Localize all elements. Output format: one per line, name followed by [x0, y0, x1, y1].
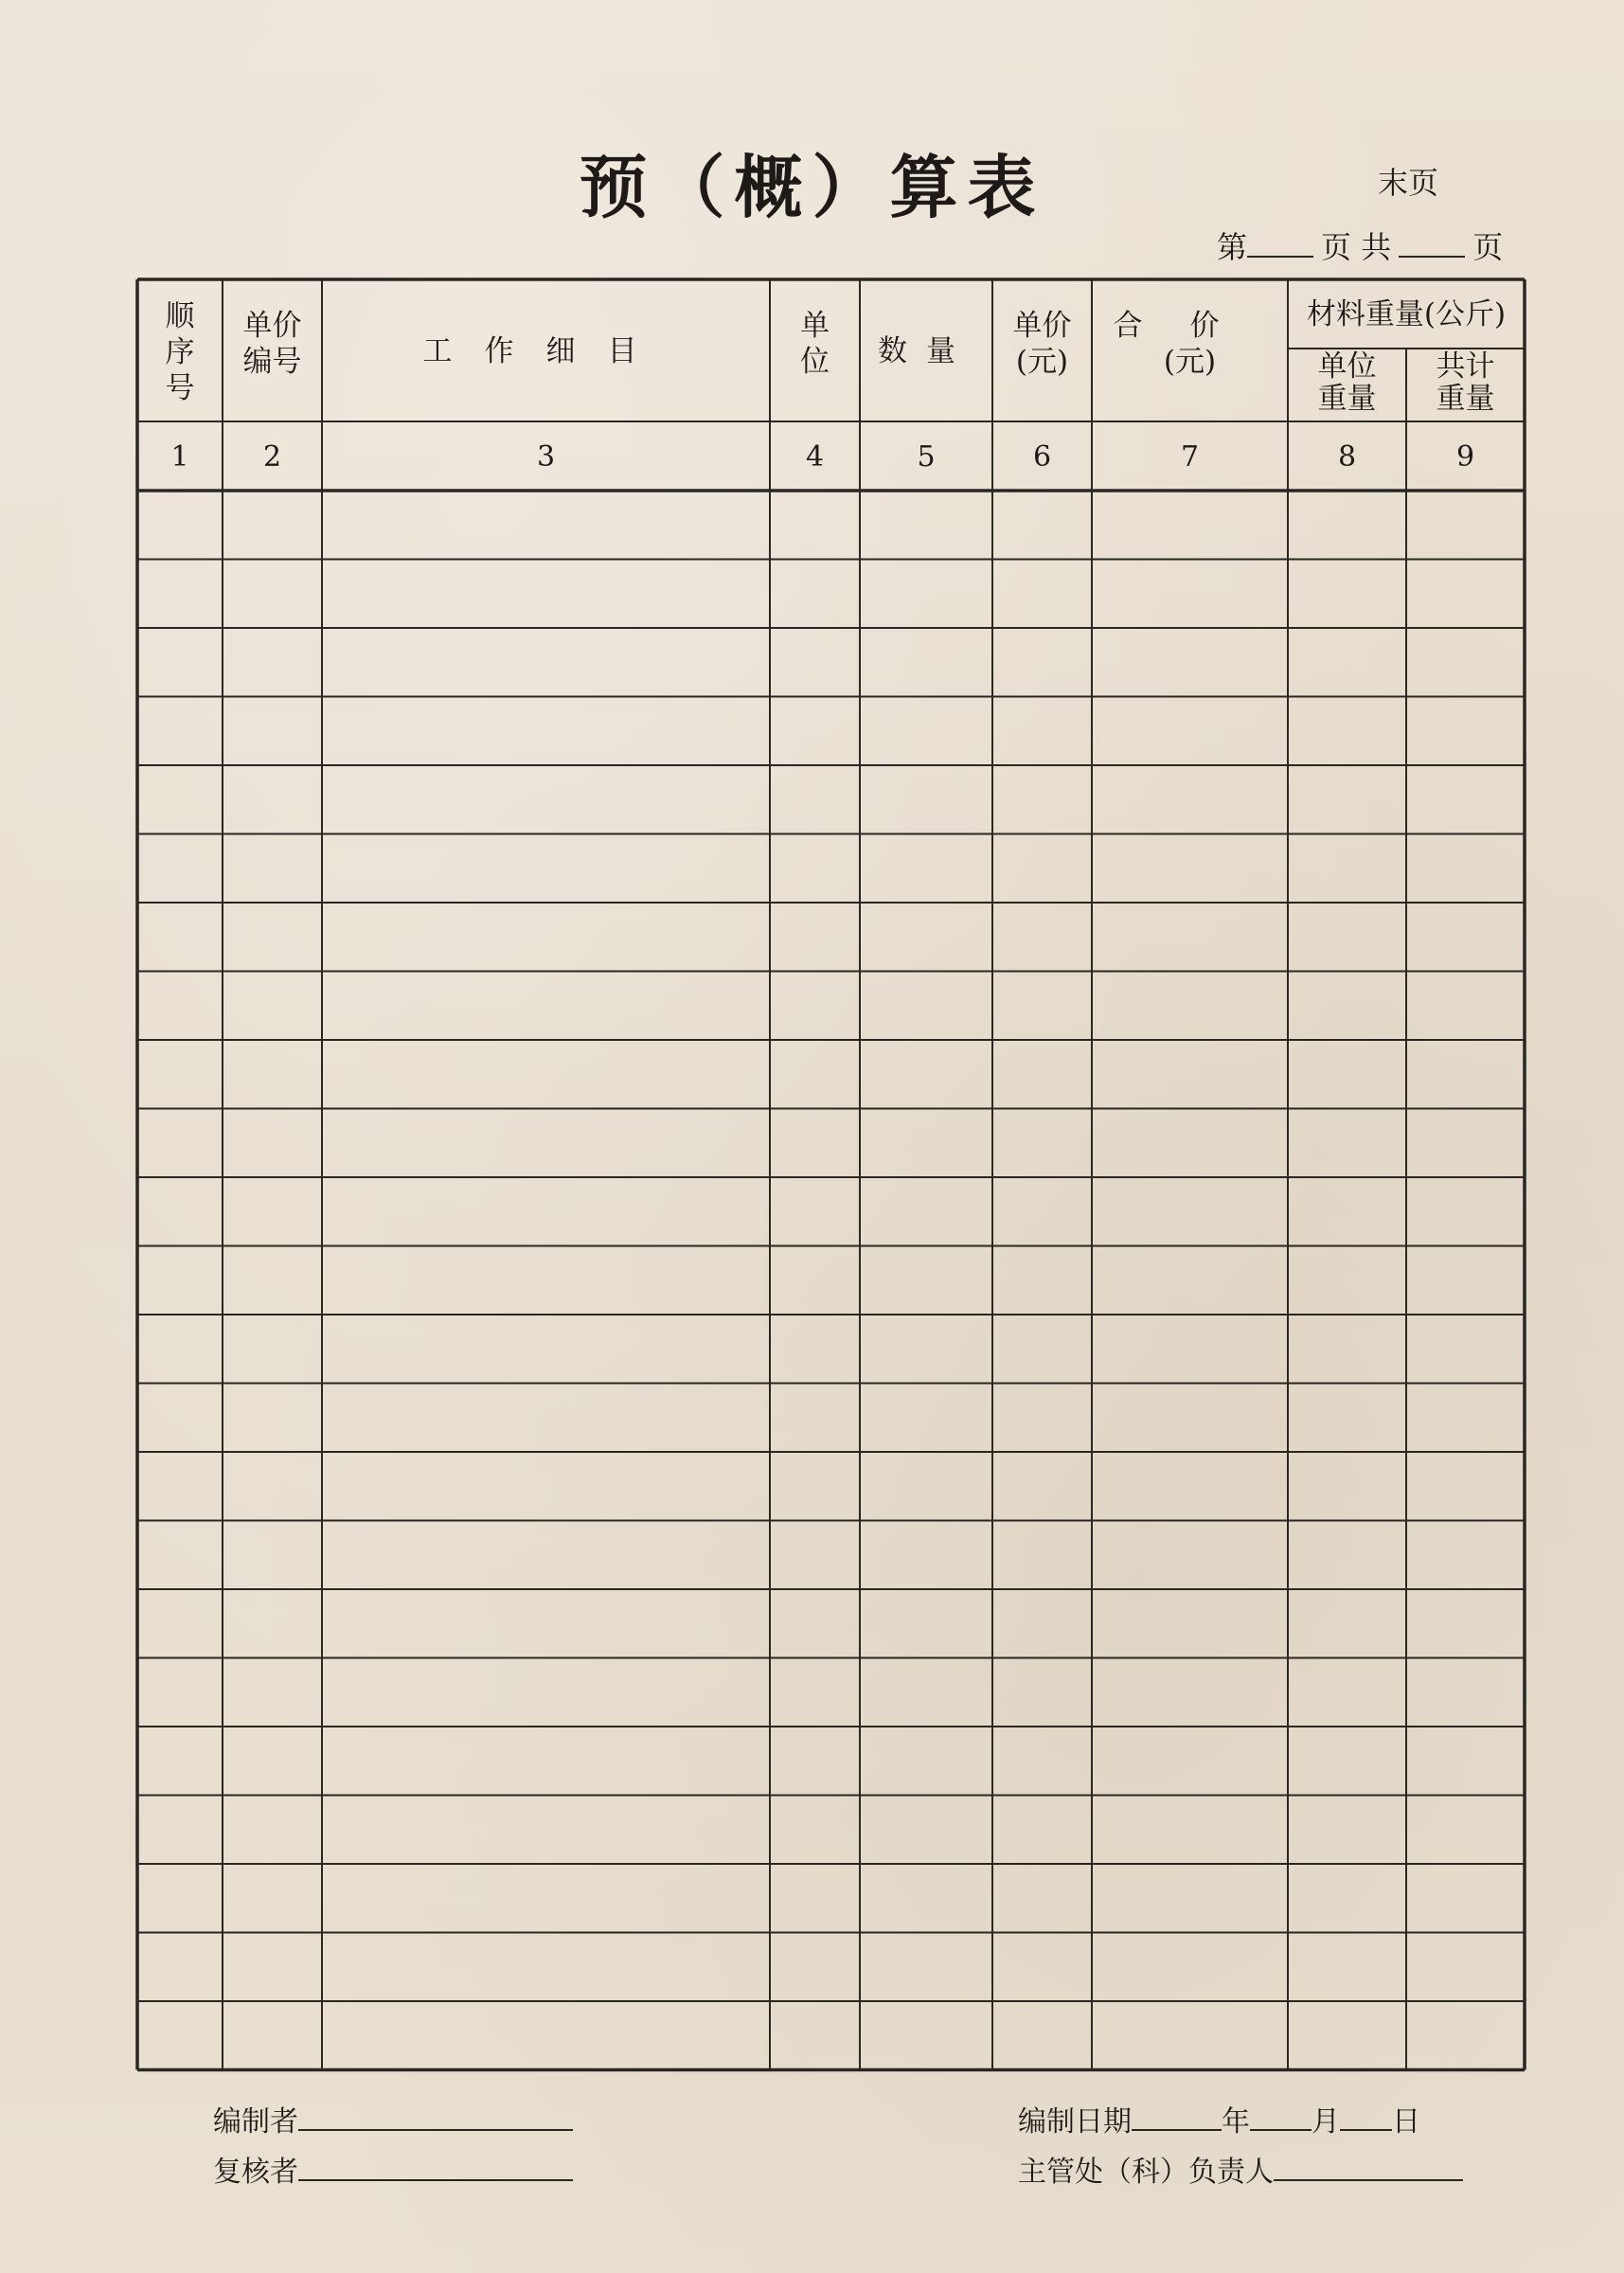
- col-number-6: 6: [1032, 440, 1052, 474]
- header-total-weight: 共计 重量: [1436, 349, 1495, 416]
- page-label-1: 第: [1217, 229, 1248, 265]
- day-label: 日: [1392, 2105, 1420, 2139]
- reviewer-label: 复核者: [213, 2156, 298, 2189]
- reviewer-field: [213, 2148, 573, 2190]
- compiler-blank[interactable]: [298, 2103, 573, 2131]
- compiler-field: [213, 2098, 573, 2139]
- supervisor-label: 主管处（科）负责人: [1018, 2156, 1274, 2189]
- col-number-8: 8: [1337, 440, 1357, 474]
- header-material-weight: 材料重量(公斤): [1306, 297, 1507, 331]
- supervisor-blank[interactable]: [1274, 2153, 1463, 2181]
- header-unit: 单 位: [800, 309, 830, 379]
- supervisor-field: [1018, 2148, 1463, 2190]
- header-unit-weight: 单位 重量: [1317, 349, 1377, 416]
- month-blank[interactable]: [1250, 2103, 1312, 2131]
- year-label: 年: [1222, 2105, 1250, 2139]
- last-page-label: 末页: [1378, 165, 1439, 201]
- page-label-2: 页 共: [1321, 229, 1392, 265]
- col-number-3: 3: [536, 440, 556, 474]
- date-label: 编制日期: [1018, 2105, 1132, 2139]
- header-quantity: 数量: [878, 334, 974, 368]
- page-title: 预（概）算表: [579, 147, 1045, 227]
- reviewer-blank[interactable]: [298, 2153, 573, 2181]
- header-price-code: 单价 编号: [242, 309, 302, 379]
- col-number-7: 7: [1180, 440, 1200, 474]
- header-work-item: 工作细目: [422, 334, 669, 368]
- col-number-5: 5: [917, 440, 936, 474]
- col-number-4: 4: [805, 440, 825, 474]
- header-seq-no: 顺 序 号: [165, 299, 195, 405]
- header-total-price: 合价 (元): [1113, 309, 1267, 379]
- page-label-3: 页: [1472, 229, 1504, 265]
- col-number-9: 9: [1455, 440, 1475, 474]
- col-number-1: 1: [170, 440, 189, 474]
- header-unit-price: 单价 (元): [1012, 309, 1072, 379]
- date-field: [1018, 2098, 1420, 2139]
- month-label: 月: [1312, 2105, 1340, 2139]
- compiler-label: 编制者: [213, 2105, 298, 2139]
- year-blank[interactable]: [1132, 2103, 1222, 2131]
- col-number-2: 2: [262, 440, 282, 474]
- day-blank[interactable]: [1340, 2103, 1392, 2131]
